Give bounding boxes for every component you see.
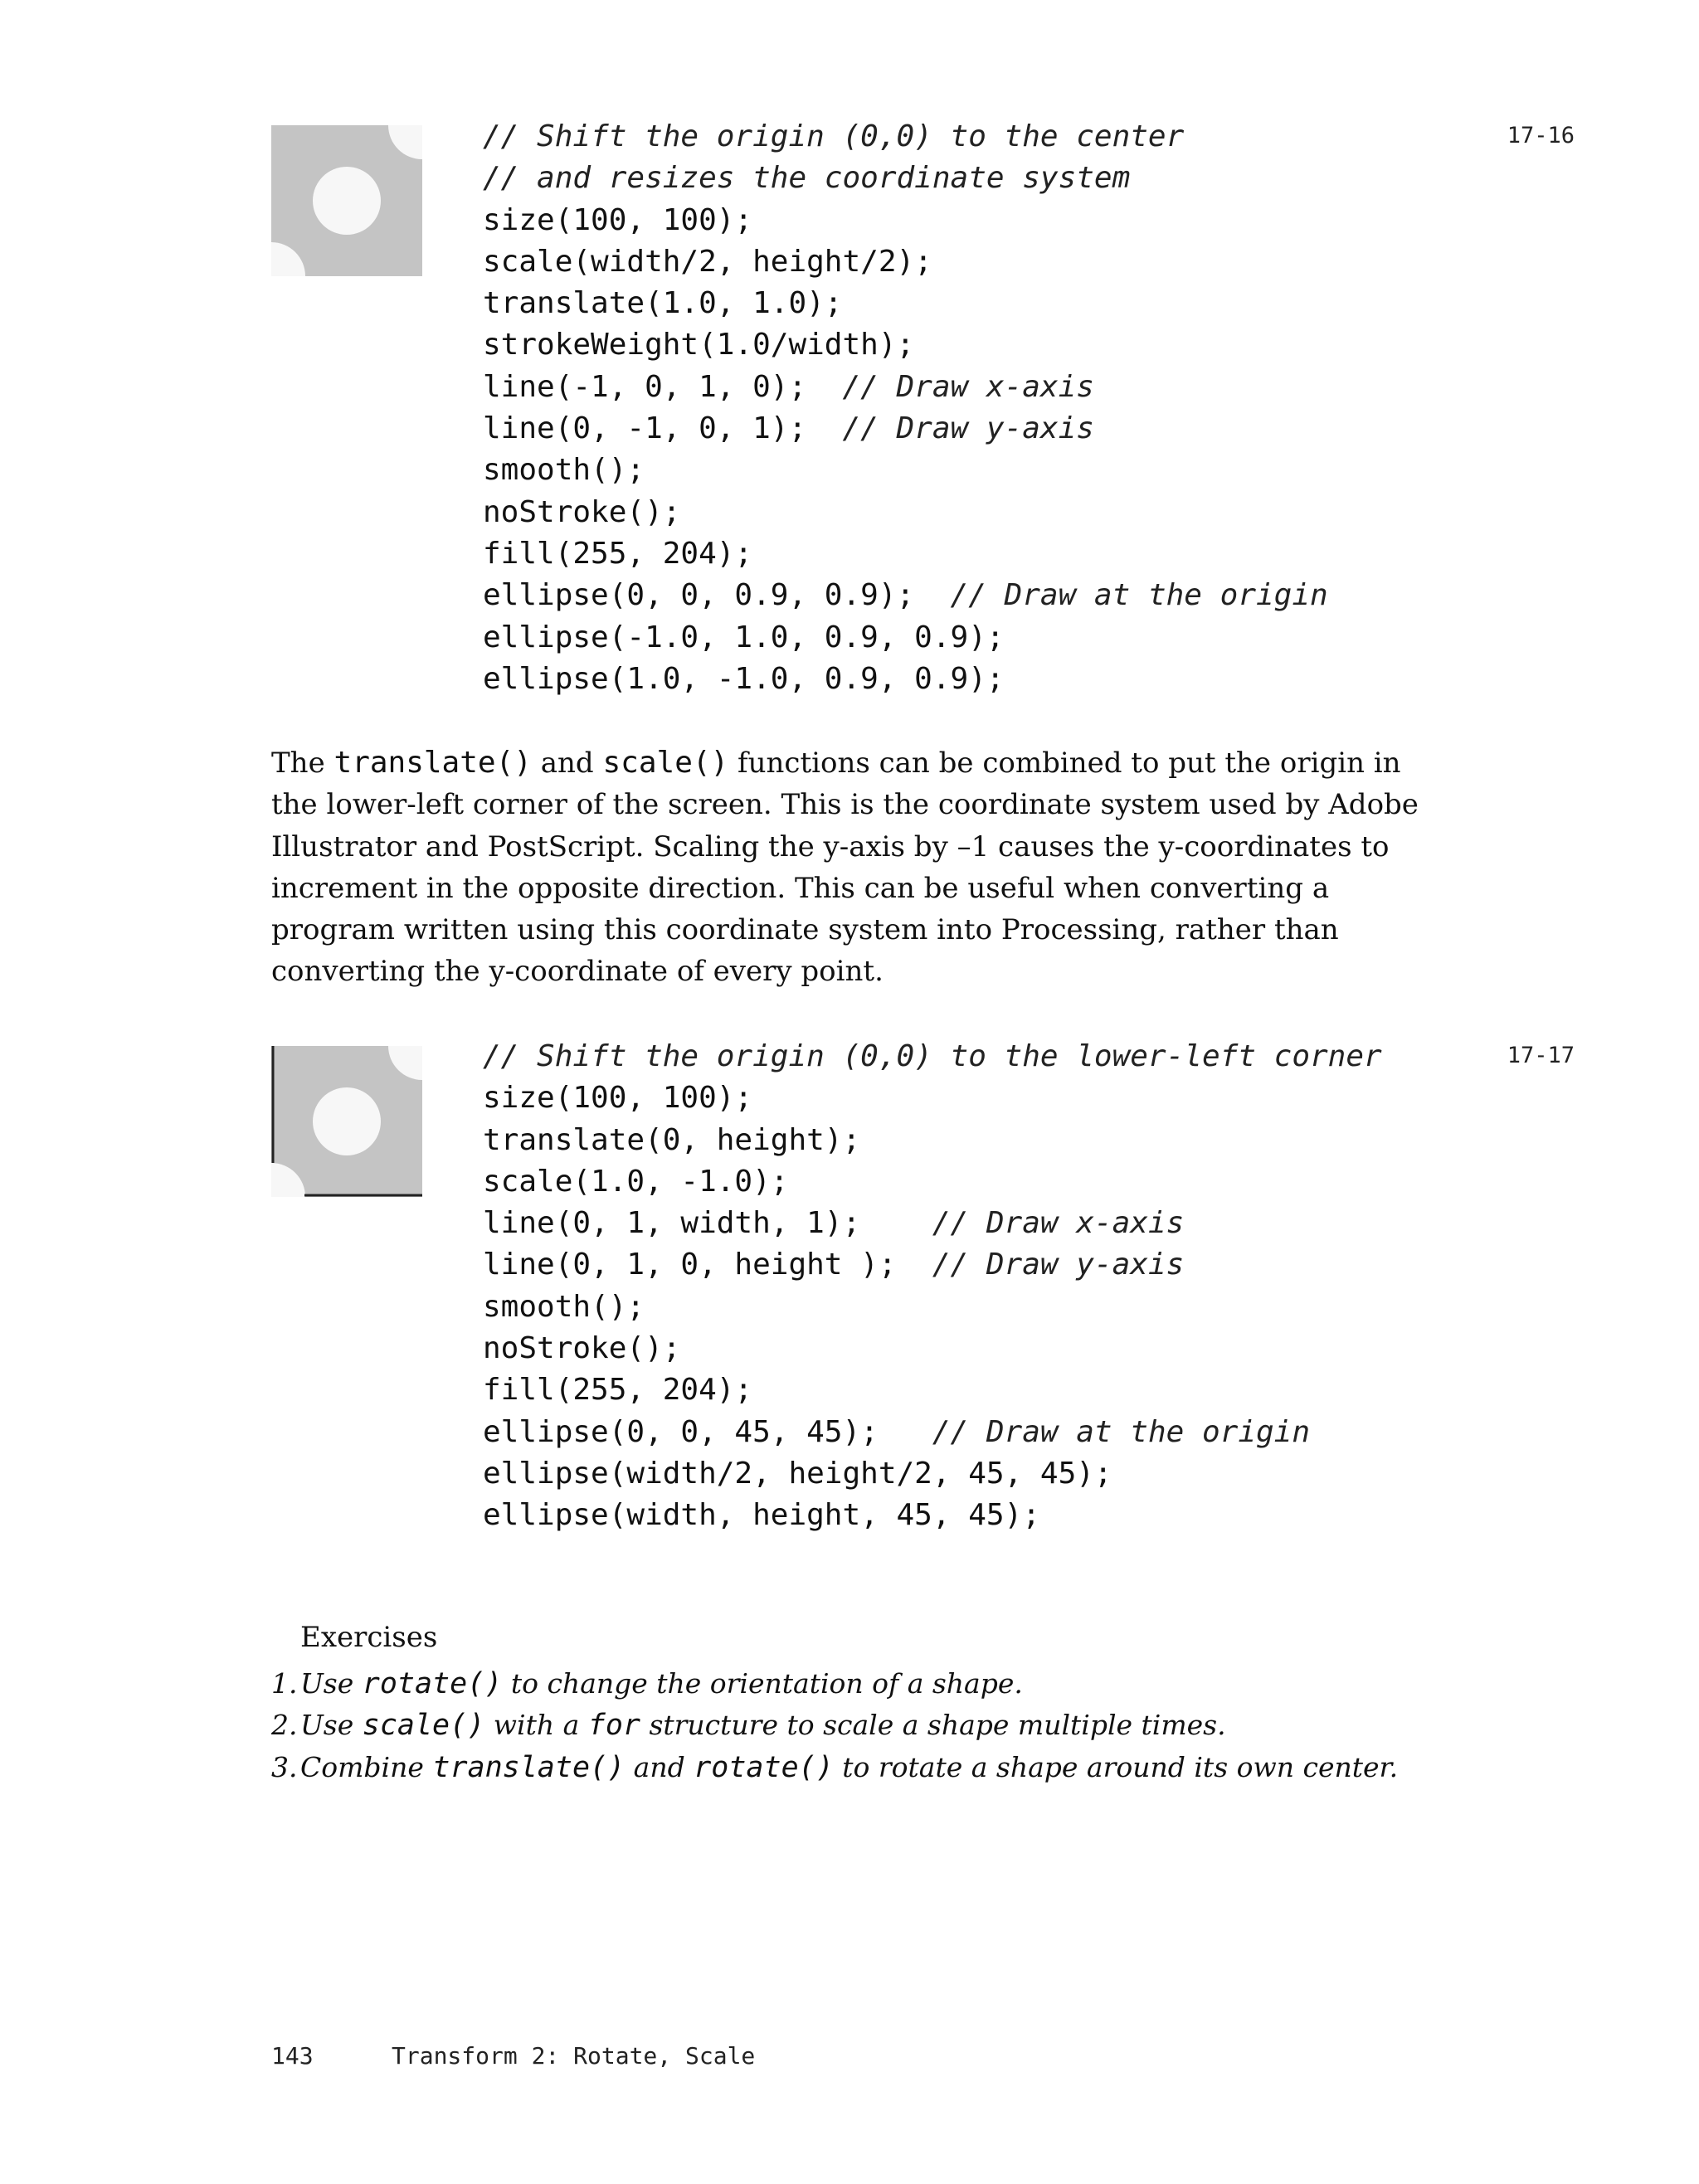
- inline-code: for: [587, 1709, 640, 1743]
- code-line: ellipse(-1.0, 1.0, 0.9, 0.9);: [483, 620, 1005, 654]
- exercise-number: 1.: [271, 1667, 298, 1700]
- inline-code: translate(): [432, 1750, 626, 1784]
- example-number: 17-17: [1507, 1043, 1575, 1068]
- code-line: fill(255, 204);: [483, 1373, 753, 1408]
- code-comment: // Draw y-axis: [842, 411, 1094, 446]
- code-comment: // Shift the origin (0,0) to the lower-left corner: [483, 1039, 1382, 1073]
- code-line: fill(255, 204);: [483, 536, 753, 571]
- chapter-title: Transform 2: Rotate, Scale: [392, 2042, 756, 2070]
- center-ellipse: [313, 1087, 381, 1155]
- example-output-image-17-16: [271, 125, 422, 276]
- inline-code: rotate(): [362, 1667, 503, 1700]
- code-comment: // Draw y-axis: [932, 1248, 1185, 1282]
- code-line: noStroke();: [483, 1331, 681, 1366]
- inline-code: rotate(): [694, 1750, 834, 1784]
- code-line: ellipse(width, height, 45, 45);: [483, 1498, 1040, 1533]
- code-listing-17-17: [483, 1036, 1382, 1537]
- body-paragraph: The translate() and scale() functions can be combined to put the origin in the lower-left corner of the screen. This is the coordinate system used by Adobe Illustrator and PostScript. Scaling the y-axis by –1 causes the y-coordinates to increment in the opposite direction. This can be useful when converting a program written using this coordinate system into Processing, rather than converting the y-coordinate of every point.: [271, 746, 1419, 989]
- inline-code: scale(): [602, 746, 729, 780]
- code-line: strokeWeight(1.0/width);: [483, 328, 915, 362]
- code-line: ellipse(0, 0, 0.9, 0.9); // Draw at the origin: [483, 578, 1328, 613]
- exercise-number: 2.: [271, 1709, 298, 1742]
- code-line: ellipse(width/2, height/2, 45, 45);: [483, 1456, 1112, 1491]
- code-line: ellipse(0, 0, 45, 45); // Draw at the origin: [483, 1414, 1311, 1449]
- exercises-heading: Exercises: [300, 1621, 438, 1654]
- inline-code: translate(): [333, 746, 532, 780]
- code-line: translate(0, height);: [483, 1122, 861, 1157]
- inline-code: scale(): [362, 1709, 485, 1743]
- code-line: ellipse(1.0, -1.0, 0.9, 0.9);: [483, 661, 1005, 696]
- code-line: noStroke();: [483, 494, 681, 529]
- code-comment: // Draw at the origin: [950, 578, 1328, 613]
- code-line: size(100, 100);: [483, 1081, 753, 1116]
- code-line: scale(1.0, -1.0);: [483, 1164, 789, 1199]
- code-line: line(-1, 0, 1, 0); // Draw x-axis: [483, 369, 1094, 404]
- code-comment: // Draw at the origin: [932, 1414, 1311, 1449]
- code-line: line(0, 1, width, 1); // Draw x-axis: [483, 1206, 1185, 1241]
- exercise-item: 3. Combine translate() and rotate() to rotate a shape around its own center.: [271, 1747, 1398, 1788]
- center-ellipse: [313, 167, 381, 235]
- example-output-canvas: [271, 1046, 422, 1197]
- page-number: 143: [271, 2042, 314, 2070]
- exercise-item: 1. Use rotate() to change the orientation of a shape.: [271, 1663, 1398, 1705]
- code-line: [483, 116, 1328, 158]
- exercise-item: 2. Use scale() with a for structure to scale a shape multiple times.: [271, 1705, 1398, 1746]
- code-line: line(0, -1, 0, 1); // Draw y-axis: [483, 411, 1094, 446]
- exercises-list: [271, 1663, 1398, 1788]
- code-line: translate(1.0, 1.0);: [483, 286, 843, 321]
- code-listing-17-16: [483, 116, 1328, 700]
- code-comment: // and resizes the coordinate system: [483, 161, 1131, 196]
- example-output-canvas: [271, 125, 422, 276]
- example-output-image-17-17: [271, 1046, 422, 1197]
- example-number: 17-16: [1507, 123, 1575, 148]
- code-line: smooth();: [483, 1289, 645, 1324]
- exercise-number: 3.: [271, 1750, 298, 1783]
- code-line: [483, 1036, 1382, 1077]
- code-line: size(100, 100);: [483, 202, 753, 237]
- code-line: line(0, 1, 0, height ); // Draw y-axis: [483, 1248, 1185, 1282]
- code-line: [483, 158, 1328, 199]
- code-comment: // Draw x-axis: [932, 1206, 1185, 1241]
- code-comment: // Shift the origin (0,0) to the center: [483, 119, 1185, 153]
- code-line: scale(width/2, height/2);: [483, 244, 932, 279]
- code-comment: // Draw x-axis: [842, 369, 1094, 404]
- code-line: smooth();: [483, 453, 645, 488]
